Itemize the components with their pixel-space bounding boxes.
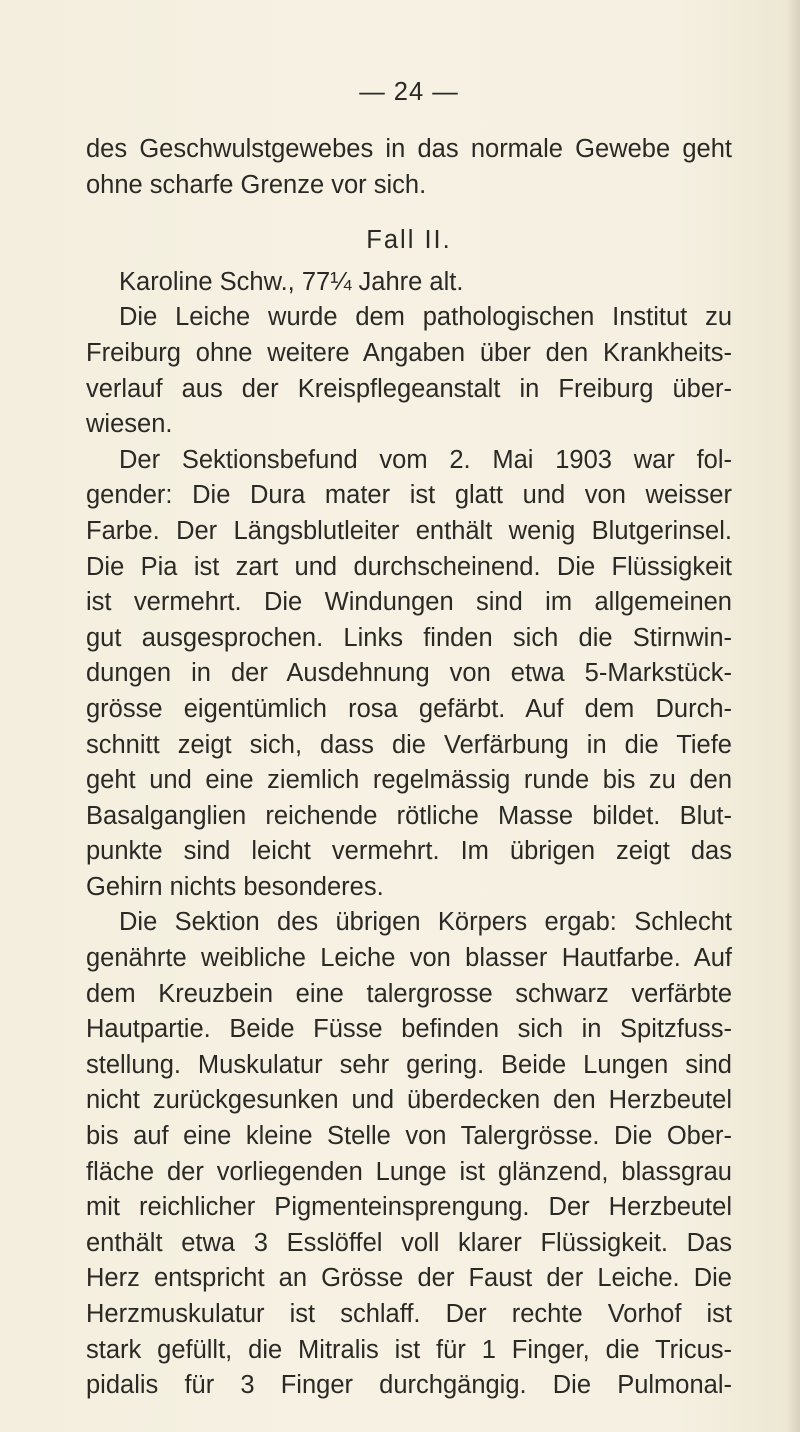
text-line: ohne scharfe Grenze vor sich.: [86, 170, 427, 199]
text-line: nicht zurückgesunken und überdecken den Herzbeutel: [86, 1086, 732, 1115]
text-line: Gehirn nichts besonderes.: [86, 872, 384, 901]
page-number: — 24 —: [359, 78, 459, 106]
text-line: genährte weibliche Leiche von blasser Hautfarbe. Auf: [86, 944, 732, 973]
text-line: fläche der vorliegenden Lunge ist glänzend, blassgrau: [86, 1157, 732, 1186]
text-line: Basalganglien reichende rötliche Masse bildet. Blut-: [86, 801, 732, 830]
text-line: enthält etwa 3 Esslöffel voll klarer Flüssigkeit. Das: [86, 1228, 732, 1257]
text-line: bis auf eine kleine Stelle von Talergrösse. Die Ober-: [86, 1122, 732, 1151]
case-person: Karoline Schw., 77¼ Jahre alt.: [119, 267, 464, 296]
text-line: Freiburg ohne weitere Angaben über den Krankheits-: [86, 338, 732, 367]
paragraph-body-findings: [86, 905, 732, 1403]
text-line: stark gefüllt, die Mitralis ist für 1 Finger, die Tricus-: [86, 1335, 732, 1364]
paragraph-brain-findings: [86, 443, 732, 906]
text-line: geht und eine ziemlich regelmässig runde bis zu den: [86, 766, 732, 795]
text-line: stellung. Muskulatur sehr gering. Beide Lungen sind: [86, 1050, 732, 1079]
paragraph-continuation: [86, 132, 732, 203]
text-line: pidalis für 3 Finger durchgängig. Die Pulmonal-: [86, 1371, 732, 1400]
text-line: verlauf aus der Kreispflegeanstalt in Freiburg über-: [86, 374, 732, 403]
text-line: dungen in der Ausdehnung von etwa 5-Markstück-: [86, 659, 732, 688]
text-line: gut ausgesprochen. Links finden sich die Stirnwin-: [86, 623, 732, 652]
text-line: gender: Die Dura mater ist glatt und von weisser: [86, 481, 732, 510]
text-line: wiesen.: [86, 410, 173, 439]
text-line: Herzmuskulatur ist schlaff. Der rechte Vorhof ist: [86, 1300, 732, 1328]
text-line: ist vermehrt. Die Windungen sind im allgemeinen: [86, 588, 732, 617]
text-line: grösse eigentümlich rosa gefärbt. Auf dem Durch-: [86, 694, 732, 723]
page-text: [86, 78, 732, 1404]
text-line: Die Leiche wurde dem pathologischen Institut zu: [119, 303, 732, 332]
paragraph-history: [86, 300, 732, 442]
text-line: mit reichlicher Pigmenteinsprengung. Der Herzbeutel: [86, 1193, 732, 1222]
text-line: Hautpartie. Beide Füsse befinden sich in Spitzfuss-: [86, 1015, 732, 1044]
text-line: Der Sektionsbefund vom 2. Mai 1903 war fol-: [119, 445, 732, 474]
text-line: dem Kreuzbein eine talergrosse schwarz verfärbte: [86, 979, 732, 1008]
text-line: des Geschwulstgewebes in das normale Gewebe geht: [86, 135, 732, 163]
page-edge-shadow: [786, 0, 800, 1432]
text-line: schnitt zeigt sich, dass die Verfärbung in die Tiefe: [86, 730, 732, 759]
text-line: Herz entspricht an Grösse der Faust der Leiche. Die: [86, 1264, 732, 1293]
case-heading: Fall II.: [366, 226, 452, 255]
text-line: Die Sektion des übrigen Körpers ergab: Schlecht: [119, 908, 732, 937]
text-line: Die Pia ist zart und durchscheinend. Die Flüssigkeit: [86, 552, 732, 581]
text-line: punkte sind leicht vermehrt. Im übrigen zeigt das: [86, 837, 732, 866]
text-line: Farbe. Der Längsblutleiter enthält wenig Blutgerinsel.: [86, 516, 732, 545]
